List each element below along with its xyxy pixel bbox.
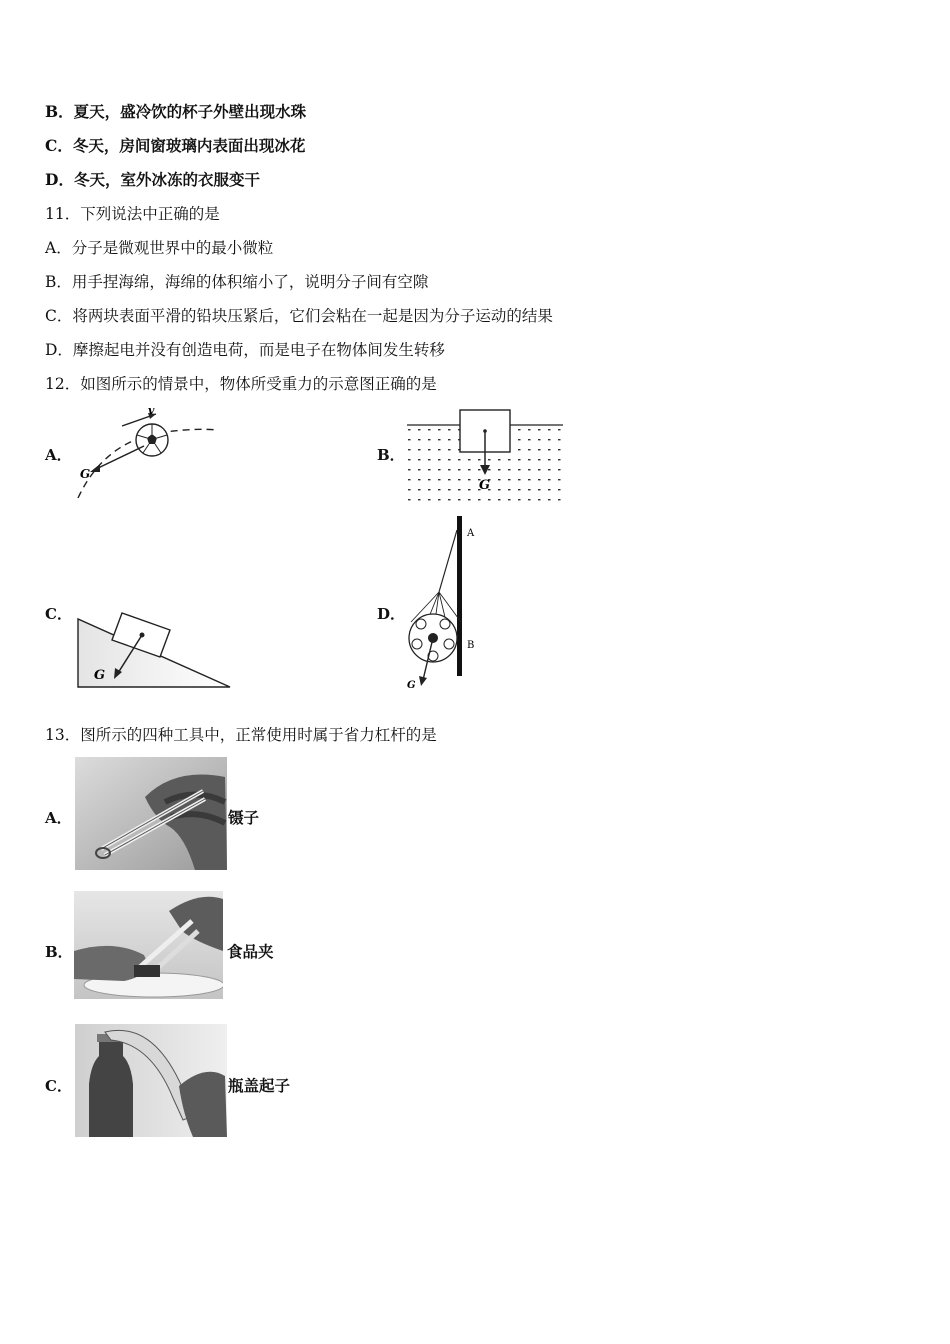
food-tongs-photo (74, 891, 223, 999)
q13-label-c: C． (45, 1077, 72, 1095)
q11-option-b: B．用手捏海绵，海绵的体积缩小了，说明分子间有空隙 (45, 273, 429, 291)
q13-caption-a: 镊子 (228, 808, 260, 827)
gravity-label: G (94, 668, 106, 683)
q11-stem: 11．下列说法中正确的是 (45, 205, 220, 223)
q12-label-d: D． (377, 605, 406, 623)
q13-caption-b: 食品夹 (227, 942, 274, 961)
q13-stem: 13．图所示的四种工具中，正常使用时属于省力杠杆的是 (45, 726, 437, 744)
gravity-label: G (80, 467, 91, 481)
point-a-label: A (467, 528, 475, 539)
q12-label-a: A． (45, 446, 72, 464)
tweezers-photo (75, 757, 227, 870)
q11-option-d: D．摩擦起电并没有创造电荷，而是电子在物体间发生转移 (45, 341, 445, 359)
q12-figure-d-hanging-ball (403, 512, 493, 692)
point-b-label: B (467, 640, 475, 651)
q11-option-a: A．分子是微观世界中的最小微粒 (45, 239, 274, 257)
q13-caption-c: 瓶盖起子 (228, 1076, 291, 1095)
soccer-ball-icon (136, 424, 168, 456)
q10-option-c: C．冬天，房间窗玻璃内表面出现冰花 (45, 136, 306, 155)
q12-label-b: B． (377, 446, 405, 464)
q12-figure-c-incline-block (70, 605, 240, 695)
gravity-label: G (479, 478, 491, 493)
q12-stem: 12．如图所示的情景中，物体所受重力的示意图正确的是 (45, 375, 437, 393)
q12-figure-b-floating-block (405, 405, 565, 505)
bottle-opener-photo (75, 1024, 227, 1137)
q13-label-b: B． (45, 943, 73, 961)
gravity-label: G (407, 680, 416, 691)
q11-option-c: C．将两块表面平滑的铅块压紧后，它们会粘在一起是因为分子运动的结果 (45, 307, 553, 325)
q10-option-d: D．冬天，室外冰冻的衣服变干 (45, 170, 260, 189)
q12-label-c: C． (45, 605, 72, 623)
q12-figure-a-ball-flight (70, 400, 230, 500)
velocity-label: v (148, 404, 155, 417)
q13-label-a: A． (45, 809, 72, 827)
q10-option-b: B．夏天，盛冷饮的杯子外壁出现水珠 (45, 102, 307, 121)
